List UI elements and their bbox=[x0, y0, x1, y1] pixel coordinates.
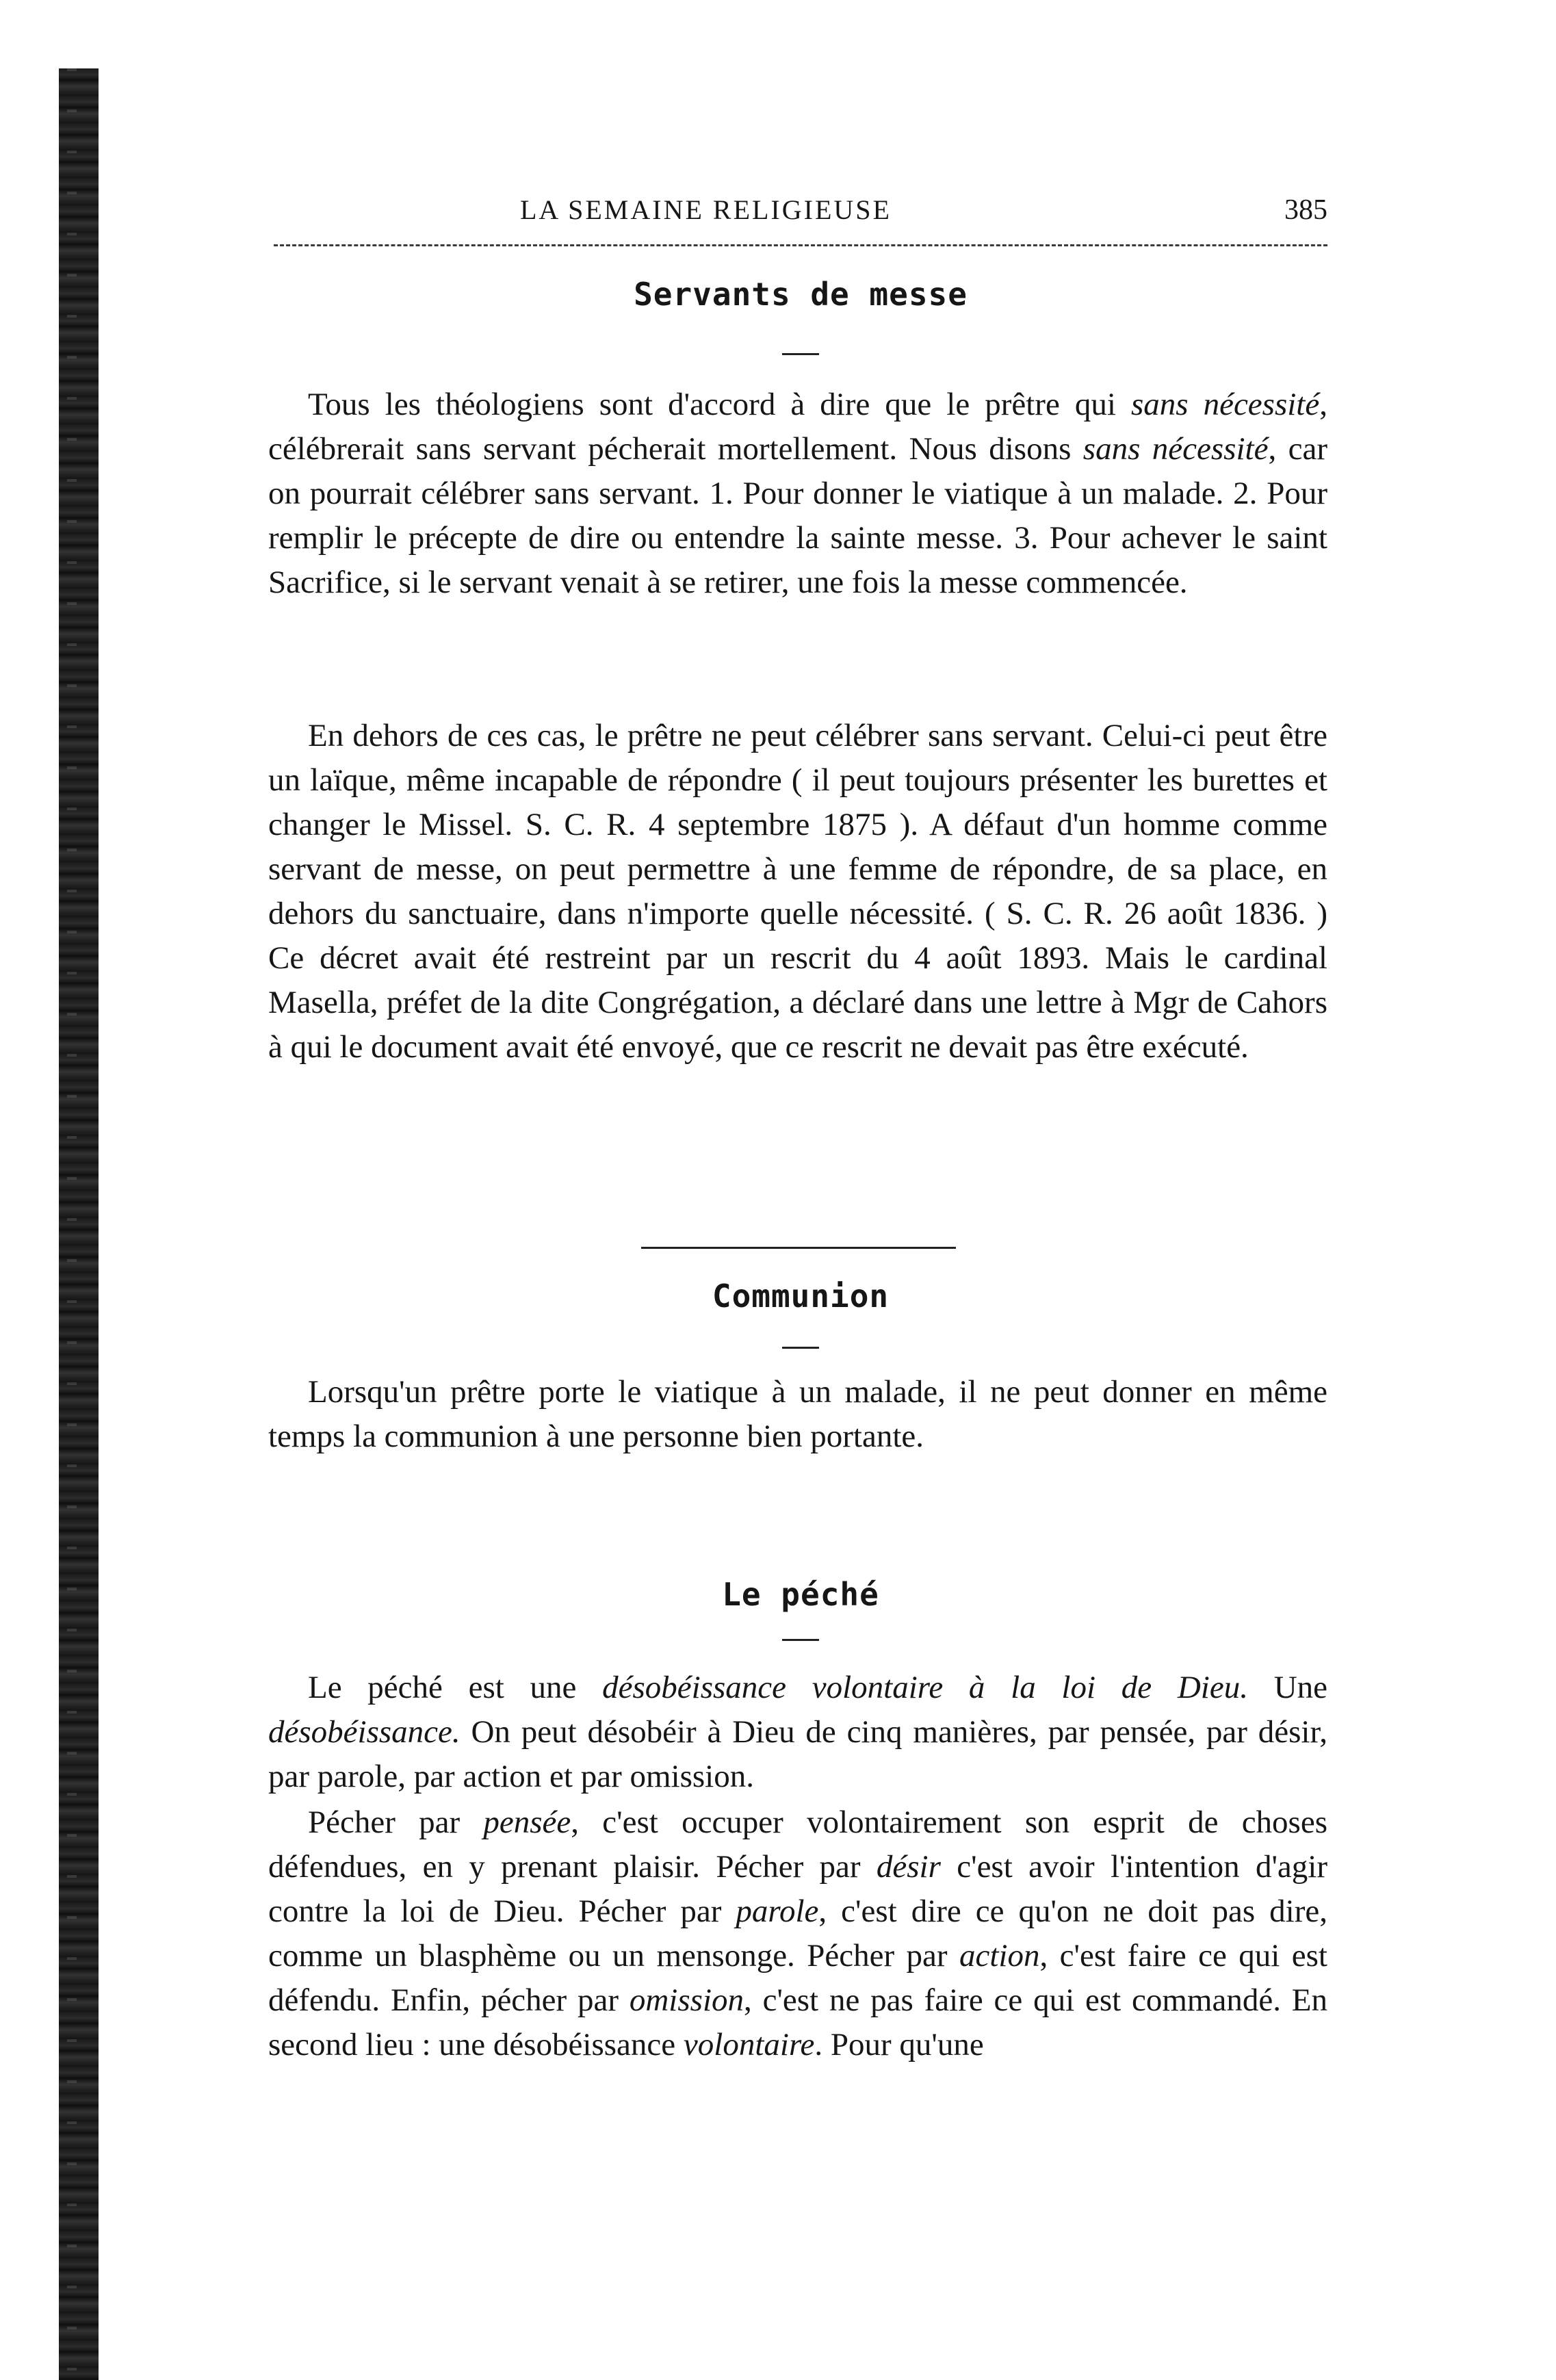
text-run: , c'est faire ce qui est défendu. Enfin, pécher par bbox=[268, 1938, 1327, 2018]
section-divider bbox=[641, 1247, 956, 1249]
italic-phrase: désobéissance. bbox=[268, 1714, 461, 1750]
running-head bbox=[274, 194, 1327, 228]
italic-phrase: désir bbox=[876, 1849, 941, 1885]
text-run: , c'est dire ce qu'on ne doit pas dire, comme un blasphème ou un mensonge. Pécher par bbox=[268, 1893, 1327, 1974]
text-run: , célébrerait sans servant pécherait mortellement. Nous disons bbox=[268, 387, 1327, 467]
text-run: , c'est ne pas faire ce qui est commandé. En second lieu : une désobéissance bbox=[268, 1982, 1327, 2062]
header-rule bbox=[274, 244, 1327, 246]
italic-phrase: désobéissance volontaire à la loi de Dieu. bbox=[602, 1670, 1248, 1705]
text-run: Lorsqu'un prêtre porte le viatique à un malade, il ne peut donner en même temps la communion à une personne bien portante. bbox=[268, 1374, 1327, 1454]
italic-phrase: omission bbox=[629, 1982, 744, 2018]
title-dash bbox=[782, 1639, 819, 1641]
text-run: Tous les théologiens sont d'accord à dire que le prêtre qui bbox=[308, 387, 1131, 422]
text-run: Pécher par bbox=[308, 1805, 484, 1840]
title-dash bbox=[782, 1347, 819, 1349]
italic-phrase: sans nécessité bbox=[1130, 387, 1320, 422]
section-title-peche: Le péché bbox=[722, 1576, 879, 1613]
italic-phrase: action bbox=[959, 1938, 1040, 1974]
book-binding-edge bbox=[59, 68, 99, 2380]
italic-phrase: sans nécessité bbox=[1082, 431, 1269, 467]
text-run: Le péché est une bbox=[308, 1670, 603, 1705]
text-run: . Pour qu'une bbox=[814, 2027, 984, 2062]
text-run: On peut désobéir à Dieu de cinq manières, par pensée, par désir, par parole, par action et par omission. bbox=[268, 1714, 1327, 1794]
italic-phrase: pensée bbox=[483, 1805, 571, 1840]
italic-phrase: parole bbox=[736, 1893, 819, 1929]
page-number: 385 bbox=[1284, 194, 1327, 226]
text-run: c'est avoir l'intention d'agir contre la loi de Dieu. Pécher par bbox=[268, 1849, 1327, 1929]
text-run: Une bbox=[1247, 1670, 1327, 1705]
running-title: LA SEMAINE RELIGIEUSE bbox=[520, 194, 892, 225]
paragraph bbox=[268, 1800, 1327, 2067]
section-title-servants: Servants de messe bbox=[634, 276, 968, 313]
text-run: , c'est occuper volontairement son esprit de choses défendues, en y prenant plaisir. Pécher par bbox=[268, 1805, 1327, 1885]
paragraph bbox=[268, 383, 1327, 605]
paragraph bbox=[268, 1370, 1327, 1459]
italic-phrase: volontaire bbox=[683, 2027, 815, 2062]
title-dash bbox=[782, 353, 819, 355]
paragraph bbox=[268, 1666, 1327, 1799]
paragraph bbox=[268, 714, 1327, 1070]
text-run: , car on pourrait célébrer sans servant. 1. Pour donner le viatique à un malade. 2. Pour remplir le précepte de dire ou entendre la sainte messe. 3. Pour achever le saint Sacrifice, si le servant venait à se retirer, une fois la messe commencée. bbox=[268, 431, 1327, 600]
text-run: En dehors de ces cas, le prêtre ne peut célébrer sans servant. Celui-ci peut être un laïque, même incapable de répondre ( il peut toujours présenter les burettes et changer le Missel. S. C. R. 4 septembre 1875 ). A défaut d'un homme comme servant de messe, on peut permettre à une femme de répondre, de sa place, en dehors du sanctuaire, dans n'importe quelle nécessité. ( S. C. R. 26 août 1836. ) Ce décret avait été restreint par un rescrit du 4 août 1893. Mais le cardinal Masella, préfet de la dite Congrégation, a déclaré dans une lettre à Mgr de Cahors à qui le document avait été envoyé, que ce rescrit ne devait pas être exécuté. bbox=[268, 718, 1327, 1065]
section-title-communion: Communion bbox=[712, 1278, 890, 1315]
